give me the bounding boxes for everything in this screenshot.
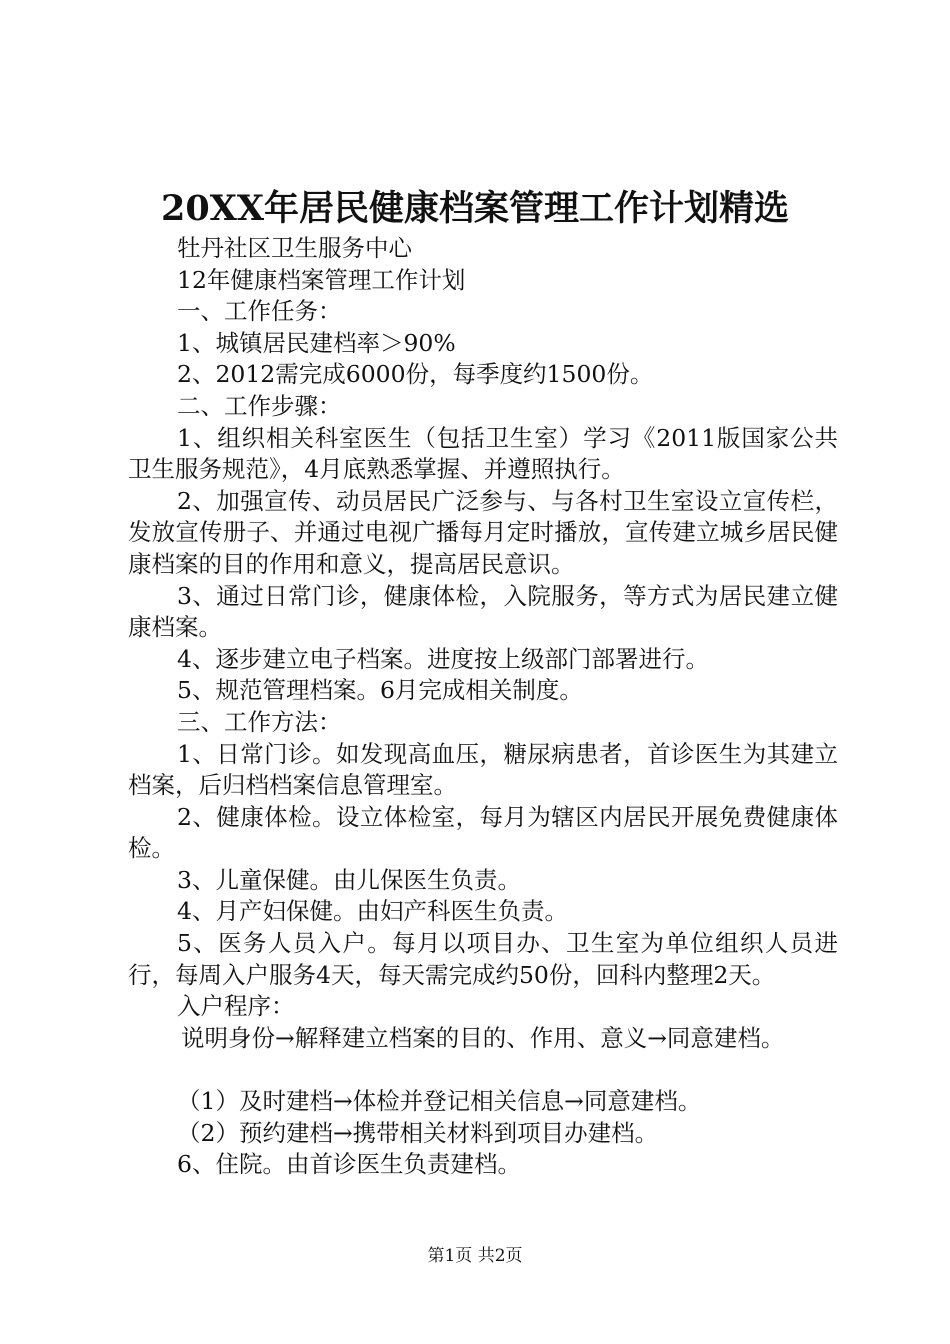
step-paragraph: 2、加强宣传、动员居民广泛参与、与各村卫生室设立宣传栏，发放宣传册子、并通过电视广播每月定时播放，宣传建立城乡居民健康档案的目的作用和意义，提高居民意识。 [128,486,838,578]
blank-line [128,1054,838,1086]
task-item: 1、城镇居民建档率＞90% [177,328,456,357]
section-heading-steps: 二、工作步骤： [177,391,342,420]
organization-name: 牡丹社区卫生服务中心 [177,234,412,262]
procedure-heading: 入户程序： [177,992,295,1021]
step-paragraph: 5、规范管理档案。6月完成相关制度。 [177,676,583,705]
procedure-flow: 说明身份→解释建立档案的目的、作用、意义→同意建档。 [181,1023,785,1052]
step-paragraph: 3、通过日常门诊，健康体检，入院服务，等方式为居民建立健康档案。 [128,581,838,642]
method-item-hospital: 6、住院。由首诊医生负责建档。 [177,1150,521,1179]
method-paragraph: 3、儿童保健。由儿保医生负责。 [177,865,521,894]
method-paragraph: 4、月产妇保健。由妇产科医生负责。 [177,897,568,926]
step-paragraph: 1、组织相关科室医生（包括卫生室）学习《2011版国家公共卫生服务规范》，4月底熟悉掌握、并遵照执行。 [128,423,838,484]
document-body [128,233,838,1181]
procedure-item: （2）预约建档→携带相关材料到项目办建档。 [177,1118,659,1147]
section-heading-methods: 三、工作方法： [177,707,342,736]
step-paragraph: 4、逐步建立电子档案。进度按上级部门部署进行。 [177,644,709,673]
method-paragraph: 2、健康体检。设立体检室，每月为辖区内居民开展免费健康体检。 [128,802,838,863]
plan-subtitle: 12年健康档案管理工作计划 [177,265,466,294]
method-paragraph: 1、日常门诊。如发现高血压，糖尿病患者，首诊医生为其建立档案，后归档档案信息管理室。 [128,739,838,800]
document-title: 20XX年居民健康档案管理工作计划精选 [160,188,790,229]
method-paragraph: 5、医务人员入户。每月以项目办、卫生室为单位组织人员进行，每周入户服务4天，每天需完成约50份，回科内整理2天。 [128,929,838,989]
task-item: 2、2012需完成6000份，每季度约1500份。 [177,360,654,389]
procedure-item: （1）及时建档→体检并登记相关信息→同意建档。 [177,1087,702,1116]
section-heading-tasks: 一、工作任务： [177,297,342,326]
page-number: 第1页 共2页 [427,1246,523,1266]
